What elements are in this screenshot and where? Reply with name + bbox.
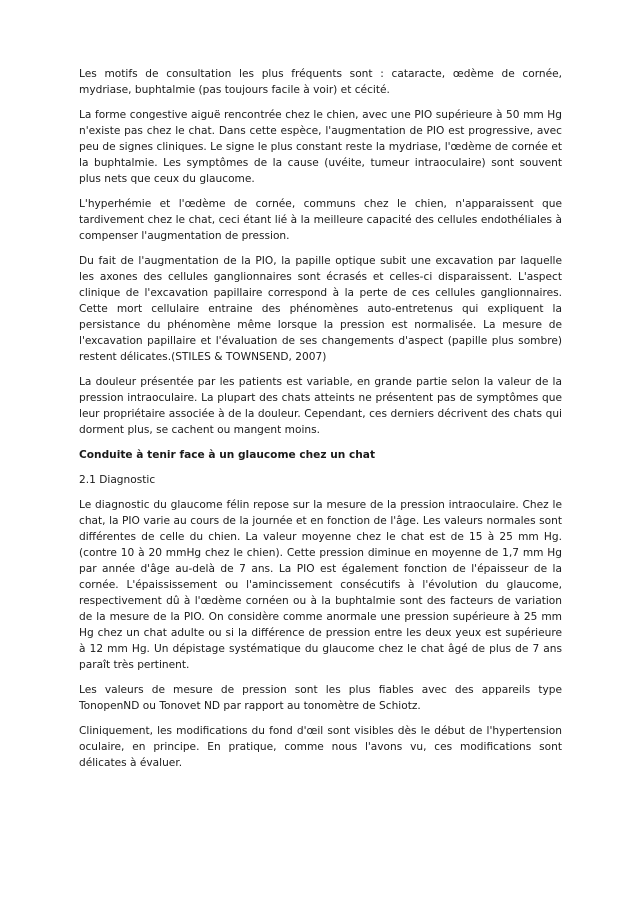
- paragraph-diagnosis: Le diagnostic du glaucome félin repose sur la mesure de la pression intraoculaire. Chez le chat, la PIO varie au cours de la journée et en fonction de l'âge. Les valeurs normales sont différentes de celle du chien. La valeur moyenne chez le chat est de 15 à 25 mm Hg. (contre 10 à 20 mmHg chez le chien). Cette pression diminue en moyenne de 1,7 mm Hg par année d'âge au-delà de 7 ans. La PIO est également fonction de l'épaisseur de la cornée. L'épaississement ou l'amincissement consécutifs à l'évolution du glaucome, respectivement dû à l'œdème cornéen ou à la buphtalmie sont des facteurs de variation de la mesure de la PIO. On considère comme anormale une pression supérieure à 25 mm Hg chez un chat adulte ou si la différence de pression entre les deux yeux est supérieure à 12 mm Hg. Un dépistage systématique du glaucome chez le chat âgé de plus de 7 ans paraît très pertinent.: [79, 499, 562, 671]
- paragraph-tonometers: Les valeurs de mesure de pression sont les plus fiables avec des appareils type TonopenND ou Tonovet ND par rapport au tonomètre de Schiotz.: [79, 684, 562, 712]
- paragraph-pain: La douleur présentée par les patients est variable, en grande partie selon la valeur de la pression intraoculaire. La plupart des chats atteints ne présentent pas de symptômes que leur propriétaire associée à de la douleur. Cependant, ces derniers décrivent des chats qui dorment plus, se cachent ou mangent moins.: [79, 376, 562, 436]
- paragraph-congestive-form: La forme congestive aiguë rencontrée chez le chien, avec une PIO supérieure à 50 mm Hg n'existe pas chez le chat. Dans cette espèce, l'augmentation de PIO est progressive, avec peu de signes cliniques. Le signe le plus constant reste la mydriase, l'œdème de cornée et la buphtalmie. Les symptômes de la cause (uvéite, tumeur intraoculaire) sont souvent plus nets que ceux du glaucome.: [79, 109, 562, 185]
- paragraph-papilla-excavation: Du fait de l'augmentation de la PIO, la papille optique subit une excavation par laquelle les axones des cellules ganglionnaires sont écrasés et celles-ci disparaissent. L'aspect clinique de l'excavation papillaire correspond à la perte de ces cellules ganglionnaires. Cette mort cellulaire entraine des phénomènes auto-entretenus qui expliquent la persistance du phénomène même lorsque la pression est normalisée. La mesure de l'excavation papillaire et l'évaluation de ses changements d'aspect (papille plus sombre) restent délicates.(STILES & TOWNSEND, 2007): [79, 255, 562, 363]
- paragraph-fundus: Cliniquement, les modifications du fond d'œil sont visibles dès le début de l'hypertension oculaire, en principe. En pratique, comme nous l'avons vu, ces modifications sont délicates à évaluer.: [79, 725, 562, 769]
- paragraph-hyperhemia: L'hyperhémie et l'œdème de cornée, communs chez le chien, n'apparaissent que tardivement chez le chat, ceci étant lié à la meilleure capacité des cellules endothéliales à compenser l'augmentation de pression.: [79, 198, 562, 242]
- section-heading: Conduite à tenir face à un glaucome chez un chat: [79, 449, 376, 461]
- subsection-heading: 2.1 Diagnostic: [79, 474, 156, 486]
- document-page: [79, 66, 562, 780]
- paragraph-symptoms: Les motifs de consultation les plus fréquents sont : cataracte, œdème de cornée, mydriase, buphtalmie (pas toujours facile à voir) et cécité.: [79, 68, 562, 96]
